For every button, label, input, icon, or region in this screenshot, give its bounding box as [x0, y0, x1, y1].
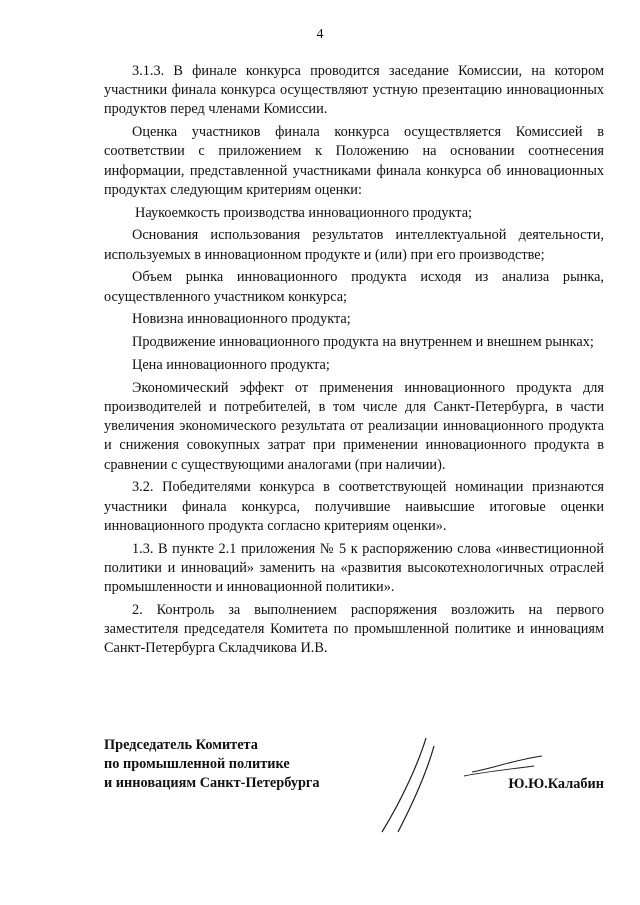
criterion-promotion: Продвижение инновационного продукта на внутреннем и внешнем рынках;: [132, 334, 594, 351]
paragraph-3-2: 3.2. Победителями конкурса в соответствующей номинации признаются участники финала конкурса, получившие наивысшие итоговые оценки инновационного продукта согласно критериям оценки».: [104, 479, 604, 534]
signature-block: [104, 736, 604, 856]
criterion-science-intensity: Наукоемкость производства инновационного продукта;: [135, 204, 473, 221]
paragraph-2-control: 2. Контроль за выполнением распоряжения возложить на первого заместителя председателя Комитета по промышленной политике и инновациям Санкт-Петербурга Складчикова И.В.: [104, 601, 604, 657]
criterion-economic-effect: Экономический эффект от применения инновационного продукта для производителей и потребителей, в том числе для Санкт-Петербурга, в части увеличения экономического результата от реализации инновационного продукта и снижения совокупных затрат при применении инновационного продукта в сравнении с существующими аналогами (при наличии).: [104, 379, 604, 473]
signer-title-line: и инновациям Санкт-Петербурга: [104, 775, 320, 792]
criterion-novelty: Новизна инновационного продукта;: [132, 311, 351, 328]
page-number: 4: [316, 27, 324, 42]
criterion-price: Цена инновационного продукта;: [132, 357, 330, 373]
signer-name: Ю.Ю.Калабин: [508, 776, 604, 792]
signer-title-line: Председатель Комитета: [104, 737, 258, 753]
criterion-market-volume: Объем рынка инновационного продукта исходя из анализа рынка, осуществленного участником конкурса;: [104, 269, 604, 305]
paragraph-evaluation: Оценка участников финала конкурса осуществляется Комиссией в соответствии с приложением к Положению на основании соотнесения информации, представленной участниками финала конкурса об инновационных продуктах следующим критериям оценки:: [104, 124, 604, 198]
signer-title-line: по промышленной политике: [104, 756, 290, 773]
criterion-ip-grounds: Основания использования результатов интеллектуальной деятельности, используемых в инновационном продукте и (или) при его производстве;: [104, 227, 604, 263]
signer-title: [104, 736, 320, 794]
paragraph-3-1-3: 3.1.3. В финале конкурса проводится заседание Комиссии, на котором участники финала конкурса осуществляют устную презентацию инновационных продуктов перед членами Комиссии.: [104, 63, 604, 118]
paragraph-1-3: 1.3. В пункте 2.1 приложения № 5 к распоряжению слова «инвестиционной политики и инноваций» заменить на «развития высокотехнологичных отраслей промышленности и инновационной политики».: [104, 540, 604, 596]
document-body: [104, 62, 604, 662]
